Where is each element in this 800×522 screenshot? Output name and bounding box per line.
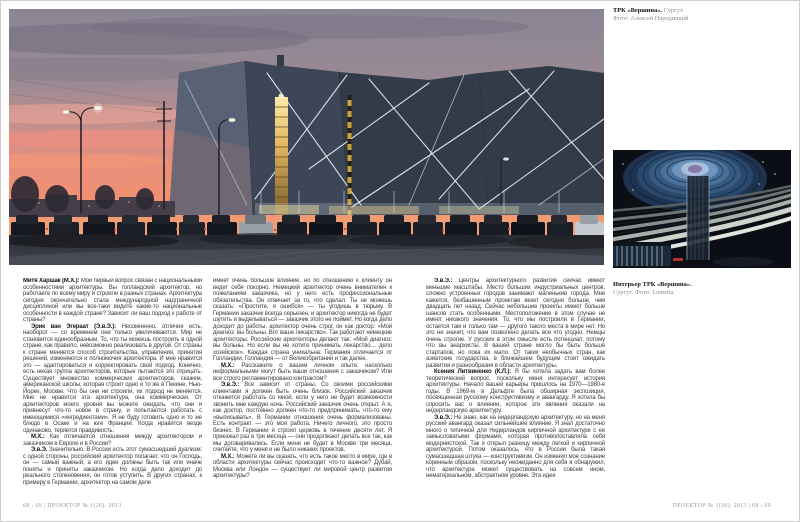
building-exterior-illustration — [9, 9, 604, 265]
speaker-label: Эрик ван Эгераат (Э.в.Э.): — [31, 323, 117, 330]
text-column-3 — [426, 278, 605, 495]
paragraph-text: Все зависит от страны. Со своими российскими клиентами я должен быть очень близок. Российский заказчик откажется работать со мной, если у него не будет возможности звонить мне каждую ночь. Российский заказчик очень открыт. А я, как доктор, постоянно должен что-то предпринимать, что-то ему «выписывать». В Германии отношения очень формализованы. Есть контракт — это моя работа. Ничего личного, это просто бизнес. В Германии я строил церковь в течение десяти лет. Я приезжал раз в три месяца — они продолжают делать все так, как мы договаривались. Если меня не будет в Москве три месяца, считайте, что у меня и не было никаких проектов. — [213, 382, 392, 453]
page-folio-left: 68 › 69 | ПРОЕКТОР № 1(26). 2013 — [23, 503, 122, 509]
caption-credit: Сургут. Фото: Lometta — [613, 289, 674, 296]
paragraph — [23, 447, 202, 486]
paragraph-text: Значительно. В России есть этот сумасшедший дуализм: с одной стороны, российский архитектор полагает, что он Господь, он — самый важный, а его идеи должны быть так или иначе поняты и приняты заказчиком. Но когда дело доходит до реального столкновения, он готов уступить. В других странах, к примеру в Германии, архитектор на самом деле — [23, 447, 202, 486]
paragraph — [213, 278, 392, 363]
text-column-1 — [23, 278, 202, 495]
paragraph-text: Расскажите о вашем личном опыте: насколько неформальными могут быть ваши отношения с заказчиком? Или все строго регламентировано контрактом? — [213, 362, 392, 382]
speaker-label: М.Х.: — [221, 453, 235, 460]
building-exterior-photo — [9, 9, 604, 265]
paragraph-text: Можете ли вы сказать, что есть такое место в мире, где в области архитектуры сейчас происходит что-то важное? Дубай, Москва или Лондон — существует ли мировой центр развития архитектуры? — [213, 453, 392, 479]
caption-line — [613, 7, 793, 15]
speaker-label: Э.в.Э.: — [221, 382, 240, 388]
speaker-label: Ксения Литвиненко (К.Л.): — [434, 369, 512, 375]
text-column-2 — [213, 278, 392, 495]
paragraph — [426, 278, 605, 369]
paragraph — [426, 415, 605, 480]
paragraph-text: Несомненно, отличия есть, наоборот — со временем они только увеличиваются. Мир не становится единообразным. То, что ты можешь построить в одной стране, как правило, невозможно реализовать в другой. От страны к стране меняется способ строительства, управления, принятия решений, изменяются и полномочия архитектора. И мне нравится это — адаптироваться и корректировать свой подход. Конечно, есть некая группа архитекторов, которые пытаются это отрицать. Существует множество коммерческих архитекторов, скажем, американской школы, которая строит одно и то же в Пекине, Нью-Йорке, Москве. Что бы они ни строили, их подход не меняется. Мне не нравится эта архитектура, она коммерческая. От архитекторов моего уровня вы можете ожидать, что они и привнесут что-то новое в страну, и попытаются работать с имеющимися «ингредиентами». Я не буду готовить одно и то же блюдо в Осаке и на юге Франции. Когда нравится везде одинаково, теряется правдивость. — [23, 323, 202, 434]
speaker-label: Э.в.Э.: — [434, 278, 453, 284]
paragraph-text: Центры архитектурного развития сейчас имеют меньшие масштабы. Место больших индустриальных центров, сложно устроенных городов занимают маленькие города. Мне кажется, безбашенным проектам везет сегодня больше, чем двадцать лет назад. Сейчас небольшие проекты имеют больше шансов стать особенными. Местоположение в этом случае не имеет никакого значения. То, что мы построили в Германии, остается там и только там — другого такого места в мире нет. Но это не значит, что вам позволено делать все что угодно. Немцы очень строгие. У русских в этом смысле есть потенциал, потому что вы анархисты. В вашей стране могло бы быть больше стартапов, но пока их мало. От таких необычных стран, как азиатские государства, в ближайшем будущем стоит ожидать развития и разнообразия в области архитектуры. — [426, 278, 605, 369]
page-folio-right: ПРОЕКТОР № 1(26). 2013 | 68 › 69 — [672, 503, 771, 509]
caption-title: ТРК «Вершина». — [613, 7, 662, 14]
speaker-label: Э.в.Э.: — [434, 414, 453, 421]
paragraph — [213, 454, 392, 480]
paragraph-text: имеет очень большое влияние, но по отношению к клиенту он ведет себя покорно. Немецкий архитектор очень внимателен к пожеланиям заказчика, но у него есть профессиональные обязательства. Он отвечает за то, что сделал. Ты не можешь сказать: «Простите, я ошибся» — ты угодишь в тюрьму. В Германии заказчик всегда серьезен, и архитектор никогда не будет шутить и выделываться — заказчик этого не поймет. Но когда дело доходит до работы, архитектор очень строг, он как доктор: «Мой диагноз: вы больны. Вот ваше лекарство». Так работают немецкие архитекторы. Российские архитекторы делают так: «Мой диагноз: вы больны. Но если вы не хотите принимать лекарство… дело хозяйское». Каждая страна уникальна: Германия отличается от Голландии, Голландия — от Великобритании и так далее. — [213, 278, 392, 362]
interior-illustration — [613, 150, 791, 268]
paragraph — [23, 324, 202, 435]
speaker-label: М.Х.: — [221, 362, 235, 369]
photo-caption-exterior — [613, 7, 793, 23]
paragraph-text: Как отличаются отношения между архитектором и заказчиком в Европе и в России? — [23, 434, 202, 447]
interior-photo — [613, 150, 791, 268]
caption-credit: Фото: Алексей Народицкий — [613, 15, 689, 22]
speaker-label: Митя Харшак (М.Х.): — [23, 278, 80, 284]
paragraph — [23, 278, 202, 324]
photo-caption-interior — [613, 281, 793, 297]
speaker-label: М.Х.: — [31, 434, 45, 440]
speaker-label: Э.в.Э. — [31, 447, 48, 453]
paragraph-text: Я бы хотела задать вам более теоретический вопрос, поскольку меня интересует история архитектуры. Начало вашей карьеры пришлось на 1970—1980-е годы. В 1969-м в Дельфте была обширная экспозиция, посвященная русскому конструктивизму и авангарду. Я хотела бы спросить вас о влиянии, которое эти явления оказали на нидерландскую архитектуру. — [426, 369, 605, 414]
caption-location: Сургут. — [663, 7, 684, 14]
paragraph — [213, 363, 392, 383]
paragraph-text: Не знаю, как на нидерландскую архитектуру, но на меня русский авангард оказал сильнейшее влияние. Я знал достаточно много о типичной для Нидерландов кирпичной архитектуре с ее замысловатыми формами, которая противопоставляла себя модернистской. Так я открыл разницу между легкой и кирпичной архитектурой. Потом оказалось, что в России была такая сумасшедшая штука — конструктивизм. Он изменил мое сознание коренным образом, поскольку неожиданно для себя я обнаружил, что архитектура может существовать на совсем ином, нематериальном, абстрактном уровне. Эта идея — [426, 414, 605, 479]
paragraph-text: Мой первый вопрос связан с национальными особенностями архитектуры. Вы голландский архитектор, но работаете по всему миру и строили в разных странах. Архитектура сегодня окончательно стала международной надграничной дисциплиной или вы все-таки видите какие-то национальные особенности в каждой стране? Зависит ли ваш подход к работе от страны? — [23, 278, 202, 323]
paragraph — [23, 434, 202, 447]
paragraph — [426, 369, 605, 415]
paragraph — [213, 382, 392, 454]
caption-title: Интерьер ТРК «Вершина». — [613, 281, 692, 288]
